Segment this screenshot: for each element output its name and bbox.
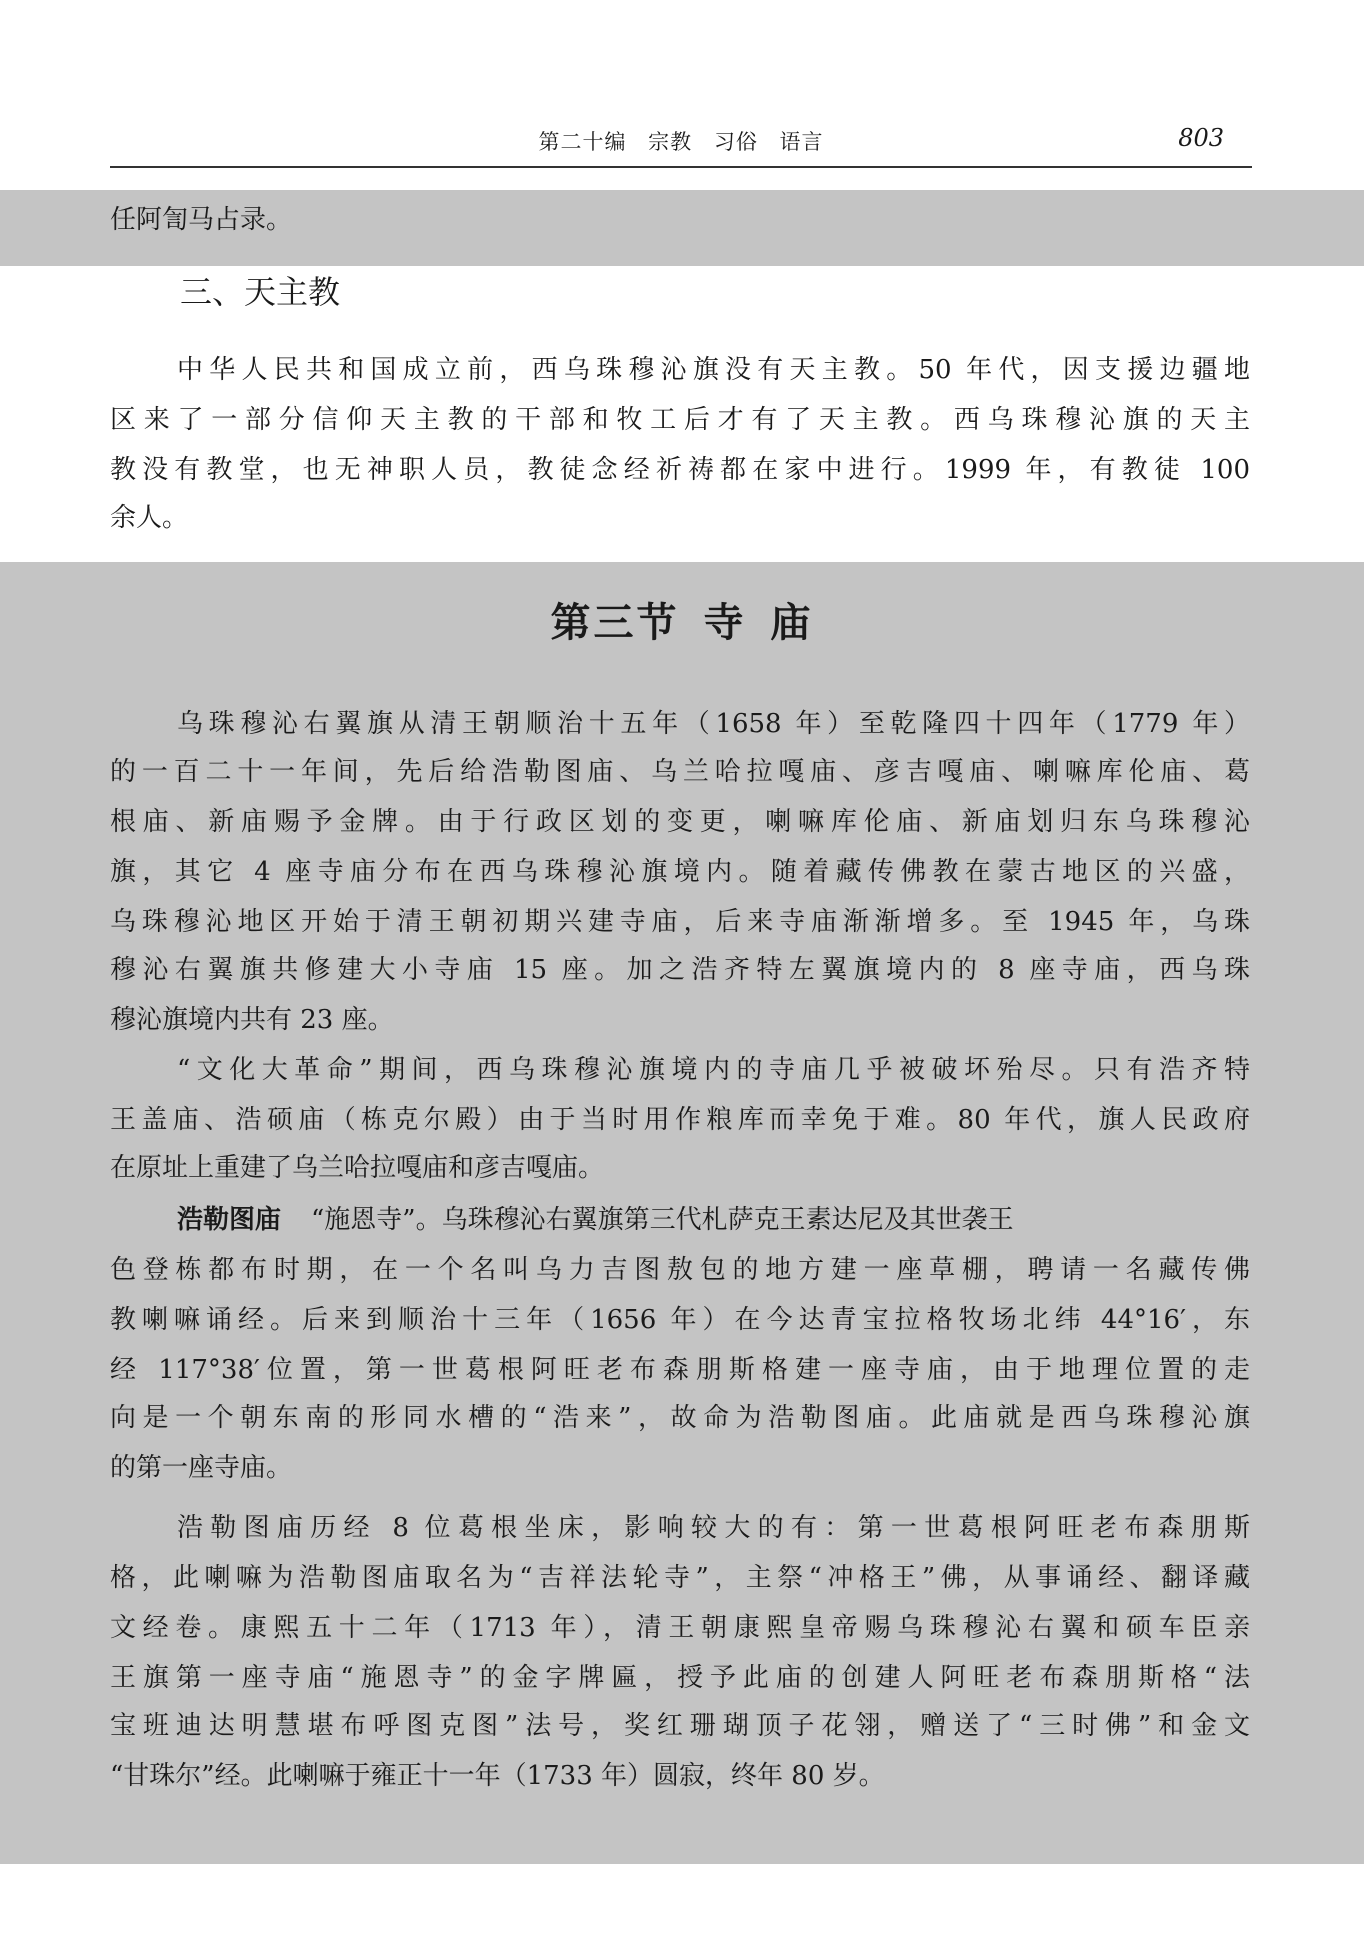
text-line: 在原址上重建了乌兰哈拉嘎庙和彦吉嘎庙。 bbox=[110, 1153, 605, 1183]
text-line: 色登栋都布时期，在一个名叫乌力吉图敖包的地方建一座草棚，聘请一名藏传佛 bbox=[110, 1255, 1250, 1285]
text-line: “甘珠尔”经。此喇嘛于雍正十一年（1733 年）圆寂，终年 80 岁。 bbox=[110, 1761, 885, 1791]
text-line: 向是一个朝东南的形同水槽的“浩来”，故命为浩勒图庙。此庙就是西乌珠穆沁旗 bbox=[110, 1403, 1250, 1433]
text-line: 王盖庙、浩硕庙（栋克尔殿）由于当时用作粮库而幸免于难。80 年代，旗人民政府 bbox=[110, 1105, 1250, 1135]
subsection-heading-catholicism: 三、天主教 bbox=[180, 273, 341, 311]
text-line: 乌珠穆沁地区开始于清王朝初期兴建寺庙，后来寺庙渐渐增多。至 1945 年，乌珠 bbox=[110, 907, 1250, 937]
page-number: 803 bbox=[1178, 124, 1224, 152]
text-line: 教喇嘛诵经。后来到顺治十三年（1656 年）在今达青宝拉格牧场北纬 44°16′，东 bbox=[110, 1305, 1250, 1335]
text-line: 宝班迪达明慧堪布呼图克图”法号，奖红珊瑚顶子花翎，赠送了“三时佛”和金文 bbox=[110, 1711, 1250, 1741]
text-line: 根庙、新庙赐予金牌。由于行政区划的变更，喇嘛库伦庙、新庙划归东乌珠穆沁 bbox=[110, 807, 1250, 837]
text-line: 经 117°38′位置，第一世葛根阿旺老布森朋斯格建一座寺庙，由于地理位置的走 bbox=[110, 1355, 1250, 1385]
text-line: 旗，其它 4 座寺庙分布在西乌珠穆沁旗境内。随着藏传佛教在蒙古地区的兴盛， bbox=[110, 857, 1250, 887]
text-line: 文经卷。康熙五十二年（1713 年），清王朝康熙皇帝赐乌珠穆沁右翼和硕车臣亲 bbox=[110, 1613, 1250, 1643]
text-line: 区来了一部分信仰天主教的干部和牧工后才有了天主教。西乌珠穆沁旗的天主 bbox=[110, 405, 1250, 435]
text-line: 王旗第一座寺庙“施恩寺”的金字牌匾，授予此庙的创建人阿旺老布森朋斯格“法 bbox=[110, 1663, 1250, 1693]
page-header bbox=[110, 122, 1252, 168]
section-heading bbox=[0, 588, 1364, 658]
text-line: 的第一座寺庙。 bbox=[110, 1453, 293, 1483]
text-line bbox=[177, 1196, 1250, 1244]
entry-term: 浩勒图庙 bbox=[177, 1205, 282, 1235]
text-line: 穆沁右翼旗共修建大小寺庙 15 座。加之浩齐特左翼旗境内的 8 座寺庙，西乌珠 bbox=[110, 955, 1250, 985]
text-line: 乌珠穆沁右翼旗从清王朝顺治十五年（1658 年）至乾隆四十四年（1779 年） bbox=[177, 709, 1250, 739]
top-fragment-line: 任阿訇马占录。 bbox=[110, 205, 293, 235]
text-line: “文化大革命”期间，西乌珠穆沁旗境内的寺庙几乎被破坏殆尽。只有浩齐特 bbox=[177, 1055, 1250, 1085]
text-line: 教没有教堂，也无神职人员，教徒念经祈祷都在家中进行。1999 年，有教徒 100 bbox=[110, 455, 1250, 485]
text-line: 格，此喇嘛为浩勒图庙取名为“吉祥法轮寺”，主祭“冲格王”佛，从事诵经、翻译藏 bbox=[110, 1563, 1250, 1593]
text-line: 穆沁旗境内共有 23 座。 bbox=[110, 1005, 394, 1035]
text-line: 的一百二十一年间，先后给浩勒图庙、乌兰哈拉嘎庙、彦吉嘎庙、喇嘛库伦庙、葛 bbox=[110, 757, 1250, 787]
text-line: 浩勒图庙历经 8 位葛根坐床，影响较大的有：第一世葛根阿旺老布森朋斯 bbox=[177, 1513, 1250, 1543]
running-head: 第二十编 宗教 习俗 语言 bbox=[538, 130, 824, 154]
section-heading-word-1: 寺 bbox=[703, 600, 747, 646]
text-line: 余人。 bbox=[110, 503, 189, 533]
section-heading-word-2: 庙 bbox=[770, 600, 814, 646]
text-line: 中华人民共和国成立前，西乌珠穆沁旗没有天主教。50 年代，因支援边疆地 bbox=[177, 355, 1250, 385]
section-heading-number: 第三节 bbox=[550, 600, 680, 646]
entry-first-line: “施恩寺”。乌珠穆沁右翼旗第三代札萨克王素达尼及其世袭王 bbox=[311, 1205, 1014, 1235]
